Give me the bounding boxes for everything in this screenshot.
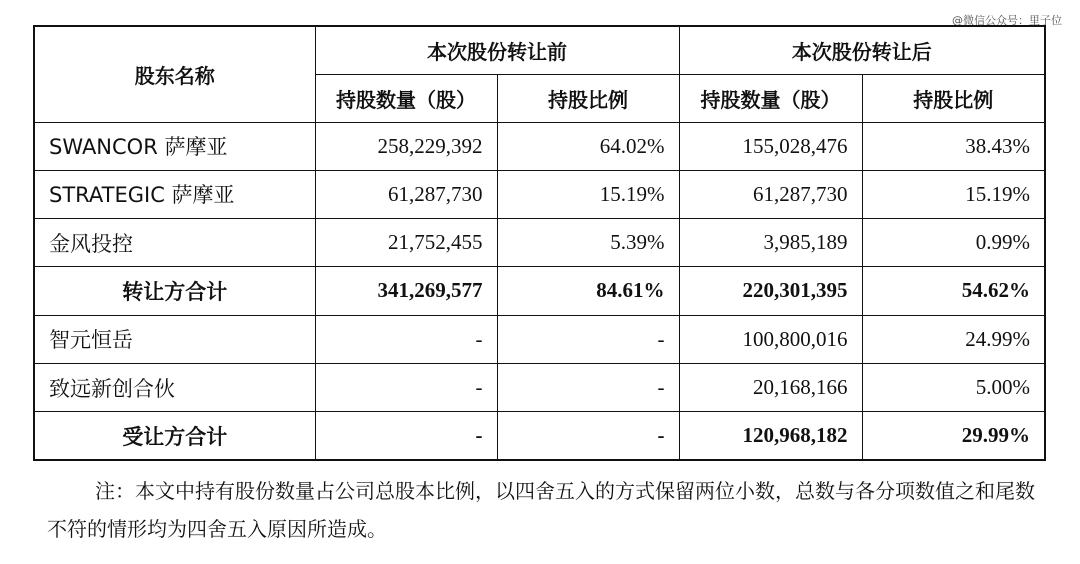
ratio-before: - — [497, 315, 679, 363]
footnote-text: 注：本文中持有股份数量占公司总股本比例，以四舍五入的方式保留两位小数，总数与各分项数值之和尾数不符的情形均为四舍五入原因所造成。 — [47, 479, 1035, 541]
ratio-before: 84.61% — [497, 267, 679, 315]
ratio-before: - — [497, 412, 679, 460]
ratio-after: 29.99% — [862, 412, 1045, 460]
shares-after: 120,968,182 — [679, 412, 862, 460]
shareholder-name: 智元恒岳 — [34, 315, 315, 363]
ratio-before: 5.39% — [497, 219, 679, 267]
table-row — [34, 315, 1045, 363]
subtotal-row-transferor — [34, 267, 1045, 315]
header-after-transfer: 本次股份转让后 — [679, 26, 1045, 74]
ratio-after: 0.99% — [862, 219, 1045, 267]
table-row — [34, 122, 1045, 170]
shares-before: - — [315, 412, 497, 460]
shares-after: 3,985,189 — [679, 219, 862, 267]
shares-after: 61,287,730 — [679, 170, 862, 218]
watermark: @微信公众号：里子位 — [952, 14, 1062, 27]
shareholder-name: 致远新创合伙 — [34, 363, 315, 411]
header-ratio-after: 持股比例 — [862, 74, 1045, 122]
shareholding-table — [33, 25, 1046, 461]
shareholder-name: SWANCOR 萨摩亚 — [34, 122, 315, 170]
table-row — [34, 170, 1045, 218]
header-shares-before: 持股数量（股） — [315, 74, 497, 122]
shares-after: 220,301,395 — [679, 267, 862, 315]
subtotal-row-transferee — [34, 412, 1045, 460]
footnote — [47, 472, 1047, 548]
ratio-before: 15.19% — [497, 170, 679, 218]
shares-after: 20,168,166 — [679, 363, 862, 411]
shares-before: - — [315, 315, 497, 363]
shares-before: 341,269,577 — [315, 267, 497, 315]
table-row — [34, 219, 1045, 267]
ratio-before: 64.02% — [497, 122, 679, 170]
shares-before: 61,287,730 — [315, 170, 497, 218]
ratio-after: 5.00% — [862, 363, 1045, 411]
subtotal-label: 转让方合计 — [34, 267, 315, 315]
shares-before: - — [315, 363, 497, 411]
shares-after: 155,028,476 — [679, 122, 862, 170]
shares-before: 258,229,392 — [315, 122, 497, 170]
header-shares-after: 持股数量（股） — [679, 74, 862, 122]
shares-after: 100,800,016 — [679, 315, 862, 363]
ratio-after: 54.62% — [862, 267, 1045, 315]
subtotal-label: 受让方合计 — [34, 412, 315, 460]
shares-before: 21,752,455 — [315, 219, 497, 267]
ratio-before: - — [497, 363, 679, 411]
ratio-after: 24.99% — [862, 315, 1045, 363]
header-ratio-before: 持股比例 — [497, 74, 679, 122]
ratio-after: 15.19% — [862, 170, 1045, 218]
ratio-after: 38.43% — [862, 122, 1045, 170]
header-shareholder: 股东名称 — [34, 26, 315, 122]
shareholder-name: STRATEGIC 萨摩亚 — [34, 170, 315, 218]
table-row — [34, 363, 1045, 411]
header-before-transfer: 本次股份转让前 — [315, 26, 679, 74]
shareholder-name: 金风投控 — [34, 219, 315, 267]
